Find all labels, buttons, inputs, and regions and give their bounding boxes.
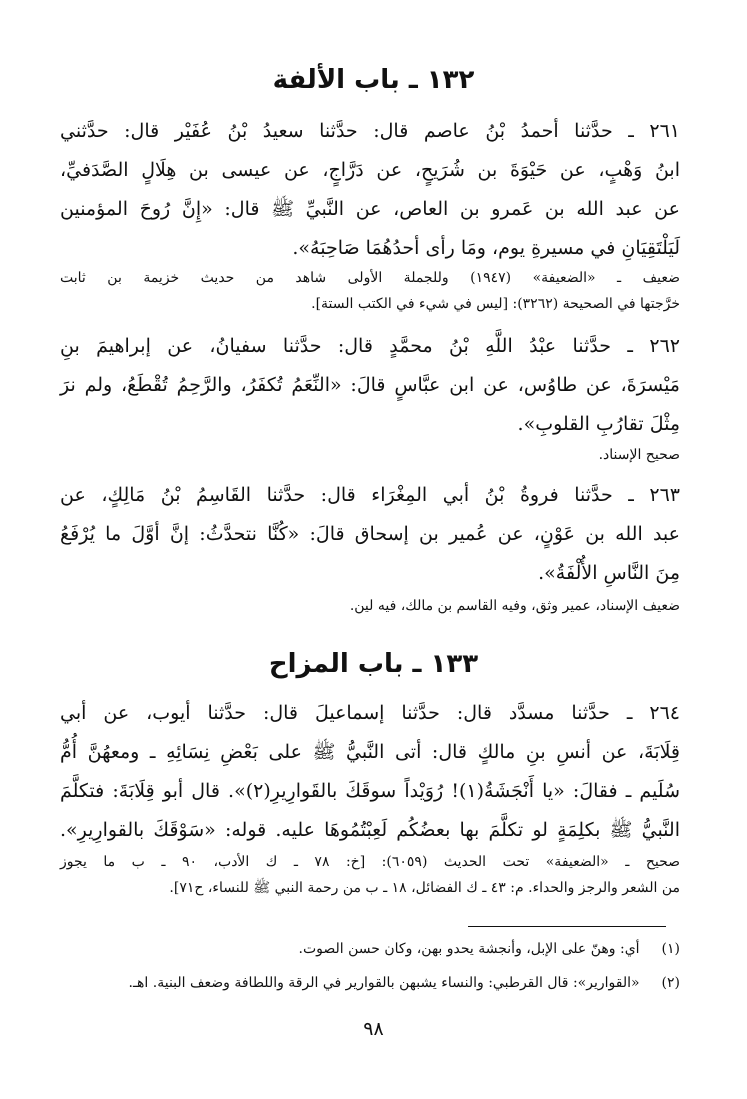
footnote-number: (٢) (661, 975, 680, 991)
hadith-line: مِنَ النَّاسِ الأُلْفَةُ». (538, 562, 680, 584)
hadith-grade: من الشعر والرجز والحداء. م: ٤٣ ـ ك الفضائل، ١٨ ـ ب من رحمة النبي ﷺ للنساء، ح٧١]. (169, 880, 680, 896)
chapter-heading-132: ١٣٢ ـ باب الألفة (272, 65, 475, 95)
hadith-line: ابنُ وَهْبٍ، عن حَيْوَةَ بن شُرَيحٍ، عن دَرَّاجٍ، عن عيسى بن هِلَالٍ الصَّدَفيِّ، (60, 159, 680, 181)
hadith-line: قِلَابَةَ، عن أنسِ بنِ مالكٍ قال: أتى النَّبيُّ ﷺ على بَعْضِ نِسَائِهِ ـ ومعهُنَّ أُمُّ (60, 741, 680, 763)
hadith-line: عبد الله بن عَوْنٍ، عن عُمير بن إسحاق قالَ: «كُنَّا نتحدَّثُ: إنَّ أوَّلَ ما يُرْفَعُ (60, 523, 680, 545)
footnote-2 (60, 972, 680, 994)
hadith-line: سُلَيم ـ فقالَ: «يا أَنْجَشَةُ(١)! رُوَيْداً سوقَكَ بالقَوارِيرِ(٢)». قال أبو قِلَابَةَ: فتكلَّمَ (60, 780, 680, 802)
hadith-grade: خرَّجتها في الصحيحة (٣٢٦٢): [ليس في شيء في الكتب الستة]. (311, 296, 680, 312)
page-number: ٩٨ (363, 1018, 384, 1040)
hadith-grade: صحيح ـ «الضعيفة» تحت الحديث (٦٠٥٩): [خ: ٧٨ ـ ك الأدب، ٩٠ ـ ب ما يجوز (60, 854, 681, 870)
hadith-line: مِثْلَ تقارُبِ القلوبِ». (517, 413, 680, 435)
hadith-line: ٢٦١ ـ حدَّثنا أحمدُ بْنُ عاصم قال: حدَّثنا سعيدُ بْنُ عُفَيْر قال: حدَّثني (60, 120, 680, 142)
hadith-line: مَيْسرَةَ، عن طاوُس، عن ابن عبَّاسٍ قالَ: «النِّعَمُ تُكفَرُ، والرَّحِمُ تُقْطَعُ، ولم نرَ (60, 374, 680, 396)
footnote-separator (468, 926, 666, 927)
hadith-line: ٢٦٣ ـ حدَّثنا فروةُ بْنُ أبي المِغْرَاء قال: حدَّثنا القَاسِمُ بْنُ مَالِكٍ، عن (60, 484, 680, 506)
hadith-grade: صحيح الإسناد. (598, 447, 680, 463)
footnote-text: أي: وهنّ على الإبل، وأنجشة يحدو بهن، وكان حسن الصوت. (298, 941, 640, 957)
footnote-number: (١) (661, 941, 680, 957)
hadith-line: عن عبد الله بن عَمرو بن العاص، عن النَّبيِّ ﷺ قال: «إِنَّ رُوحَ المؤمنين (60, 198, 680, 220)
footnote-1 (60, 938, 680, 960)
footnote-text: «القوارير»: قال القرطبي: والنساء يشبهن بالقوارير في الرقة واللطافة وضعف البنية. اهـ. (128, 975, 640, 991)
hadith-line: ٢٦٢ ـ حدَّثنا عبْدُ اللَّهِ بْنُ محمَّدٍ قال: حدَّثنا سفيانُ، عن إبراهيمَ بنِ (60, 335, 680, 357)
hadith-grade: ضعيف الإسناد، عمير وثق، وفيه القاسم بن مالك، فيه لين. (349, 598, 680, 614)
hadith-line: النَّبيُّ ﷺ بكلِمَةٍ لو تكلَّمَ بها بعضُكُم لَعِبْتُمُوهَا عليه. قوله: «سَوْقَكَ بالقوارِيرِ». (60, 819, 680, 841)
hadith-line: لَيَلْتَقِيَانِ في مسيرةِ يوم، ومَا رأى أحدُهُمَا صَاحِبَهُ». (292, 237, 680, 259)
hadith-line: ٢٦٤ ـ حدَّثنا مسدَّد قال: حدَّثنا إسماعيلَ قال: حدَّثنا أيوب، عن أبي (60, 702, 680, 724)
chapter-heading-133: ١٣٣ ـ باب المزاح (268, 649, 479, 679)
hadith-grade: ضعيف ـ «الضعيفة» (١٩٤٧) وللجملة الأولى شاهد من حديث خزيمة بن ثابت (60, 270, 680, 286)
